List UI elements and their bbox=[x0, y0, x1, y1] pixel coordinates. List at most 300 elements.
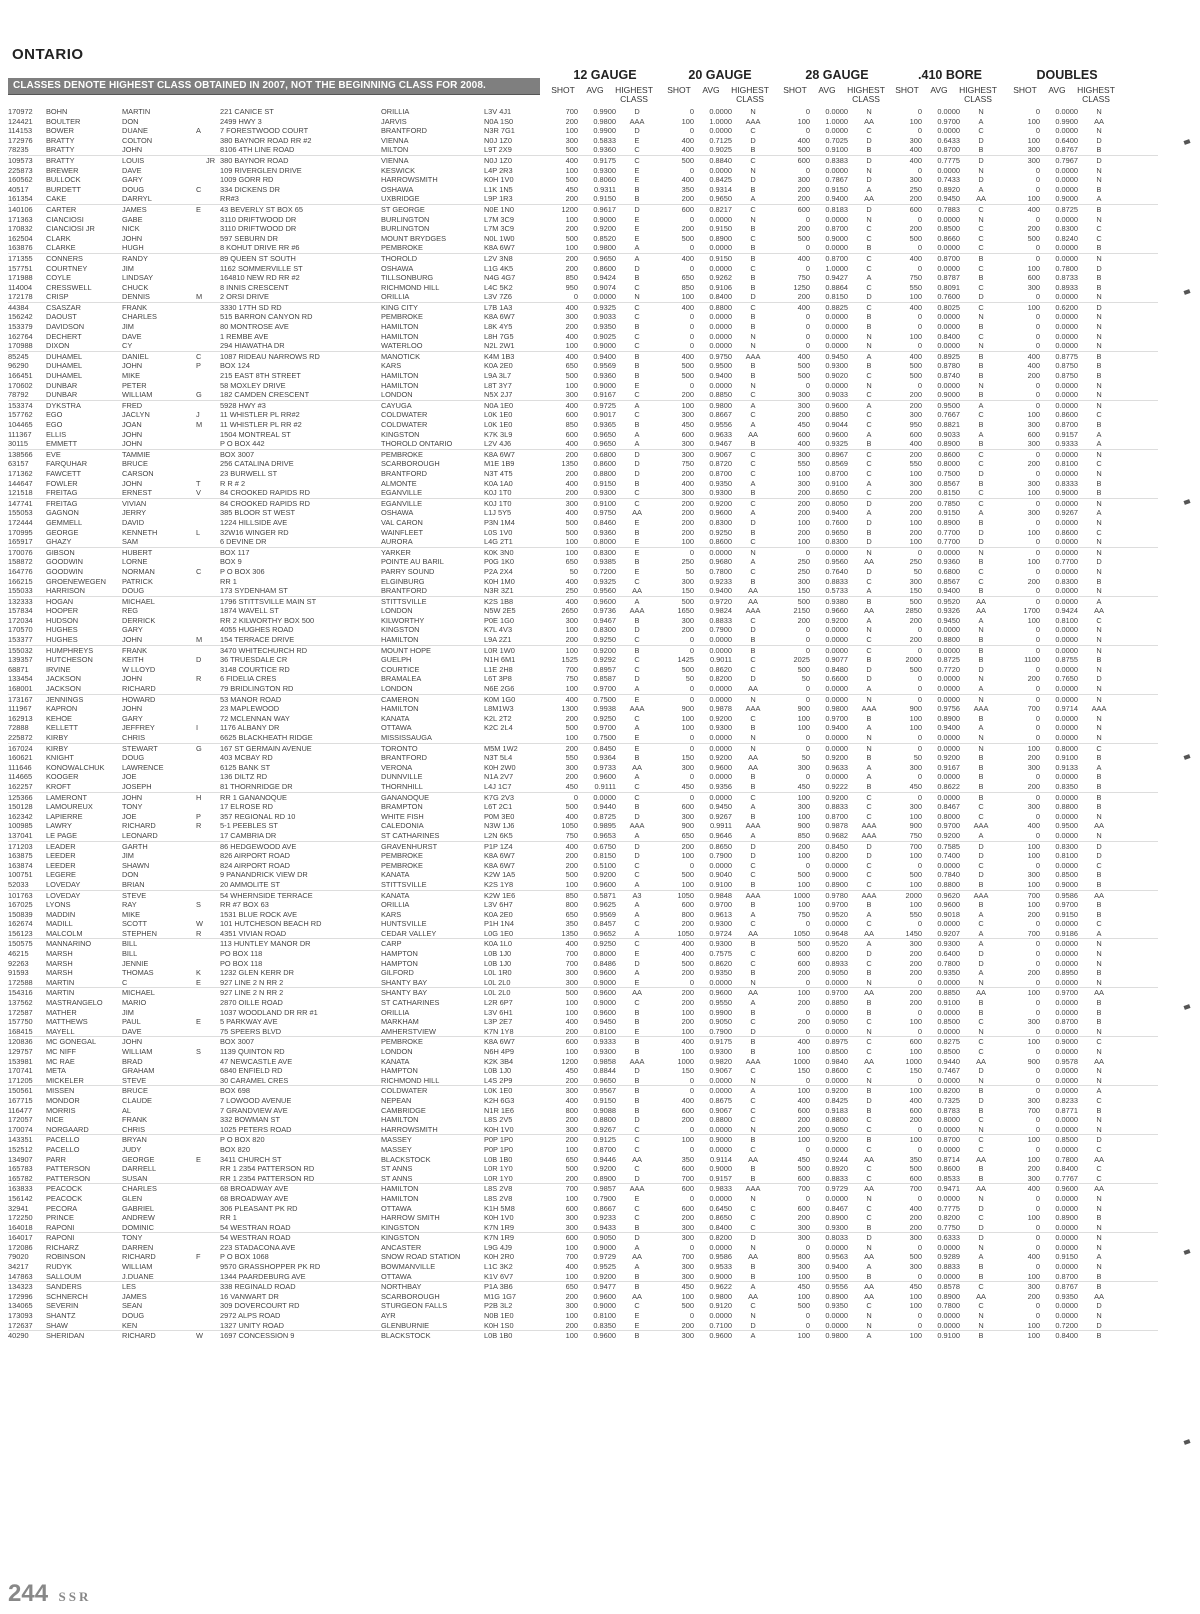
cell-g410-avg: 0.8800 bbox=[937, 635, 960, 645]
cell-g12-class: A bbox=[634, 900, 640, 910]
cell-first: GABE bbox=[122, 214, 143, 224]
cell-city: KANATA bbox=[381, 870, 410, 880]
cell-id: 133454 bbox=[8, 674, 33, 684]
cell-g20-class: AA bbox=[748, 753, 758, 763]
cell-g12-avg: 0.6800 bbox=[593, 449, 616, 459]
cell-last: RAPONI bbox=[46, 1222, 75, 1232]
table-row bbox=[8, 1047, 1158, 1057]
cell-g410-avg: 0.0000 bbox=[937, 312, 960, 322]
cell-dbl-shot: 0 bbox=[1035, 1242, 1040, 1252]
cell-dbl-avg: 0.9186 bbox=[1055, 928, 1078, 938]
cell-g12-shot: 300 bbox=[565, 1213, 578, 1223]
cell-dbl-class: AA bbox=[1094, 1291, 1104, 1301]
cell-dbl-avg: 0.0000 bbox=[1055, 998, 1078, 1008]
cell-g28-avg: 0.0000 bbox=[825, 1007, 848, 1017]
cell-g20-avg: 0.8840 bbox=[709, 155, 732, 165]
cell-g28-class: D bbox=[866, 517, 872, 527]
cell-g28-shot: 750 bbox=[797, 909, 810, 919]
cell-g28-avg: 0.8700 bbox=[825, 224, 848, 234]
cell-city: WATERLOO bbox=[381, 341, 423, 351]
cell-g12-avg: 0.8957 bbox=[593, 664, 616, 674]
cell-dbl-avg: 0.0000 bbox=[1055, 292, 1078, 302]
cell-g28-class: B bbox=[866, 1007, 872, 1017]
cell-g28-avg: 0.8833 bbox=[825, 802, 848, 812]
cell-dbl-avg: 0.8500 bbox=[1055, 870, 1078, 880]
cell-g20-shot: 400 bbox=[681, 478, 694, 488]
cell-addr: 338 REGINALD ROAD bbox=[220, 1282, 296, 1292]
cell-g410-avg: 0.9360 bbox=[937, 557, 960, 567]
cell-g20-shot: 100 bbox=[681, 879, 694, 889]
cell-dbl-avg: 0.8950 bbox=[1055, 968, 1078, 978]
cell-first: WILLIAM bbox=[122, 1047, 153, 1056]
cell-g20-avg: 0.0000 bbox=[709, 684, 732, 694]
cell-g20-avg: 0.9200 bbox=[709, 753, 732, 763]
cell-dbl-class: A bbox=[1096, 439, 1102, 449]
cell-dbl-avg: 0.0000 bbox=[1055, 566, 1078, 576]
cell-g28-shot: 600 bbox=[797, 155, 810, 165]
cell-g28-avg: 0.0000 bbox=[825, 243, 848, 253]
cell-city: AYR bbox=[381, 1311, 396, 1321]
cell-g20-class: B bbox=[750, 282, 756, 292]
cell-dbl-shot: 0 bbox=[1035, 1144, 1040, 1154]
cell-postal: L0B 1B0 bbox=[484, 1154, 513, 1164]
cell-addr: RR 1 bbox=[220, 1213, 237, 1223]
cell-g410-shot: 200 bbox=[909, 498, 922, 508]
cell-last: DAVIDSON bbox=[46, 322, 85, 332]
cell-g28-avg: 0.9633 bbox=[825, 762, 848, 772]
cell-g12-shot: 100 bbox=[565, 879, 578, 889]
cell-g410-avg: 0.7775 bbox=[937, 155, 960, 165]
cell-first: CHRIS bbox=[122, 733, 145, 742]
table-row bbox=[8, 1252, 1158, 1262]
cell-g410-avg: 0.0000 bbox=[937, 1193, 960, 1203]
cell-dbl-avg: 0.0000 bbox=[1055, 645, 1078, 655]
cell-dbl-shot: 0 bbox=[1035, 165, 1040, 175]
cell-g28-shot: 200 bbox=[797, 410, 810, 420]
cell-g12-avg: 0.9600 bbox=[593, 1331, 616, 1341]
cell-last: DECHERT bbox=[46, 331, 82, 341]
cell-id: 171203 bbox=[8, 841, 33, 851]
cell-g20-avg: 0.9556 bbox=[709, 420, 732, 429]
cell-g12-class: AA bbox=[632, 988, 642, 998]
cell-postal: L4P 2R3 bbox=[484, 165, 513, 175]
cell-g20-avg: 0.9267 bbox=[709, 811, 732, 821]
cell-g28-avg: 0.9200 bbox=[825, 792, 848, 802]
cell-g20-class: C bbox=[750, 498, 756, 508]
cell-last: MATTHEWS bbox=[46, 1017, 88, 1027]
cell-dbl-shot: 0 bbox=[1035, 537, 1040, 547]
cell-g20-class: N bbox=[750, 1242, 756, 1252]
cell-g20-class: B bbox=[750, 312, 756, 322]
cell-id: 92263 bbox=[8, 958, 29, 968]
binding-mark bbox=[1183, 1004, 1190, 1010]
cell-dbl-class: B bbox=[1096, 351, 1102, 361]
cell-g12-class: D bbox=[634, 841, 640, 851]
cell-dbl-shot: 0 bbox=[1035, 400, 1040, 410]
cell-g12-avg: 0.9725 bbox=[593, 400, 616, 410]
cell-id: 170995 bbox=[8, 527, 33, 537]
cell-postal: L9G 4J9 bbox=[484, 1242, 512, 1252]
cell-g12-avg: 0.9088 bbox=[593, 1105, 616, 1115]
group-28-gauge: 28 GAUGE bbox=[805, 68, 869, 82]
cell-g12-shot: 800 bbox=[565, 900, 578, 910]
cell-g12-class: C bbox=[634, 1124, 640, 1134]
cell-g28-class: N bbox=[866, 977, 872, 987]
cell-g20-shot: 100 bbox=[681, 1291, 694, 1301]
cell-postal: K2S 1B8 bbox=[484, 596, 514, 606]
cell-dbl-class: D bbox=[1096, 841, 1102, 851]
cell-g20-avg: 0.0000 bbox=[709, 312, 732, 322]
cell-g12-class: B bbox=[634, 194, 640, 204]
table-row bbox=[8, 1066, 1158, 1076]
cell-g20-shot: 0 bbox=[689, 312, 694, 322]
cell-last: DUHAMEL bbox=[46, 361, 83, 371]
cell-dbl-shot: 100 bbox=[1027, 900, 1040, 910]
cell-g410-avg: 0.9200 bbox=[937, 753, 960, 763]
cell-dbl-shot: 200 bbox=[1027, 753, 1040, 763]
shooter-table bbox=[8, 107, 1158, 1341]
cell-dbl-class: C bbox=[1096, 615, 1102, 625]
cell-id: 153374 bbox=[8, 400, 33, 410]
cell-city: ST CATHARINES bbox=[381, 830, 440, 840]
cell-g410-shot: 750 bbox=[909, 830, 922, 840]
cell-g20-class: C bbox=[750, 860, 756, 870]
cell-city: ST ANNS bbox=[381, 1173, 413, 1183]
cell-g20-shot: 0 bbox=[689, 733, 694, 742]
cell-postal: K0H 2R0 bbox=[484, 1252, 514, 1262]
cell-g20-shot: 600 bbox=[681, 429, 694, 439]
cell-g12-avg: 0.9300 bbox=[593, 165, 616, 175]
cell-last: LYONS bbox=[46, 900, 71, 910]
cell-g12-shot: 100 bbox=[565, 1242, 578, 1252]
cell-g12-class: B bbox=[634, 1007, 640, 1017]
cell-dbl-avg: 0.9700 bbox=[1055, 900, 1078, 910]
cell-g20-avg: 0.0000 bbox=[709, 214, 732, 224]
cell-addr: 3110 DRIFTWOOD DR bbox=[220, 224, 297, 234]
cell-g12-class: A bbox=[634, 928, 640, 938]
cell-g28-avg: 0.9380 bbox=[825, 596, 848, 606]
cell-g28-class: AA bbox=[864, 606, 874, 616]
cell-last: PECORA bbox=[46, 1203, 78, 1213]
cell-g28-class: A bbox=[866, 723, 872, 733]
cell-city: GLENBURNIE bbox=[381, 1320, 430, 1330]
cell-g410-class: N bbox=[978, 107, 984, 116]
cell-dbl-class: C bbox=[1096, 527, 1102, 537]
cell-g12-avg: 0.9250 bbox=[593, 939, 616, 949]
cell-g28-shot: 100 bbox=[797, 1291, 810, 1301]
cell-g410-shot: 100 bbox=[909, 1086, 922, 1096]
cell-g410-class: N bbox=[978, 380, 984, 390]
cell-mi: W bbox=[196, 919, 203, 929]
cell-g12-shot: 300 bbox=[565, 312, 578, 322]
cell-id: 172976 bbox=[8, 135, 33, 145]
cell-g410-shot: 400 bbox=[909, 351, 922, 361]
cell-postal: N0B 1E0 bbox=[484, 1311, 514, 1321]
cell-dbl-shot: 900 bbox=[1027, 1056, 1040, 1066]
cell-last: HUMPHREYS bbox=[46, 645, 94, 655]
cell-addr: 1 REMBE AVE bbox=[220, 331, 269, 341]
cell-addr: 1176 ALBANY DR bbox=[220, 723, 280, 733]
cell-id: 157834 bbox=[8, 606, 33, 616]
cell-g410-shot: 450 bbox=[909, 781, 922, 791]
cell-g12-class: A bbox=[634, 253, 640, 263]
cell-g20-shot: 500 bbox=[681, 361, 694, 371]
cell-g12-avg: 0.9200 bbox=[593, 870, 616, 880]
cell-last: KEHOE bbox=[46, 713, 72, 723]
cell-g28-avg: 0.8967 bbox=[825, 449, 848, 459]
cell-addr: 5928 HWY #3 bbox=[220, 400, 266, 410]
cell-last: BOHN bbox=[46, 107, 68, 116]
table-row bbox=[8, 303, 1158, 313]
cell-dbl-avg: 0.9714 bbox=[1055, 704, 1078, 714]
cell-id: 163874 bbox=[8, 860, 33, 870]
cell-g12-shot: 300 bbox=[565, 135, 578, 145]
cell-first: TONY bbox=[122, 802, 143, 812]
cell-city: AMHERSTVIEW bbox=[381, 1026, 437, 1036]
cell-g28-shot: 850 bbox=[797, 830, 810, 840]
cell-first: JENNIE bbox=[122, 958, 149, 968]
cell-g28-class: C bbox=[866, 126, 872, 136]
cell-g410-avg: 0.0000 bbox=[937, 243, 960, 253]
cell-g28-avg: 0.9427 bbox=[825, 273, 848, 283]
cell-postal: P0P 1P0 bbox=[484, 1144, 514, 1154]
cell-last: MANNARINO bbox=[46, 939, 92, 949]
cell-g28-shot: 200 bbox=[797, 527, 810, 537]
cell-city: THOROLD bbox=[381, 253, 418, 263]
cell-addr: 1504 MONTREAL ST bbox=[220, 429, 291, 439]
cell-g20-avg: 0.9106 bbox=[709, 282, 732, 292]
cell-g28-class: C bbox=[866, 1301, 872, 1311]
cell-g410-class: C bbox=[978, 1282, 984, 1292]
cell-g28-class: N bbox=[866, 625, 872, 635]
cell-g12-class: AA bbox=[632, 1291, 642, 1301]
cell-g28-shot: 100 bbox=[797, 851, 810, 861]
cell-last: BRATTY bbox=[46, 135, 75, 145]
cell-g20-class: B bbox=[750, 900, 756, 910]
cell-last: DUNBAR bbox=[46, 380, 78, 390]
table-row bbox=[8, 1096, 1158, 1106]
cell-g28-shot: 2025 bbox=[793, 655, 810, 665]
cell-g28-shot: 0 bbox=[805, 772, 810, 782]
cell-dbl-shot: 300 bbox=[1027, 145, 1040, 155]
cell-g28-class: AA bbox=[864, 1252, 874, 1262]
cell-last: CSASZAR bbox=[46, 302, 81, 312]
cell-g20-avg: 0.9100 bbox=[709, 879, 732, 889]
cell-id: 46215 bbox=[8, 949, 29, 959]
cell-g28-shot: 200 bbox=[797, 224, 810, 234]
cell-dbl-shot: 300 bbox=[1027, 155, 1040, 165]
cell-addr: 221 CANICE ST bbox=[220, 107, 274, 116]
cell-first: AL bbox=[122, 1105, 132, 1115]
cell-g12-class: C bbox=[634, 410, 640, 420]
cell-g28-class: C bbox=[866, 958, 872, 968]
cell-g12-class: D bbox=[634, 468, 640, 478]
cell-first: JACLYN bbox=[122, 410, 150, 420]
cell-dbl-avg: 0.7800 bbox=[1055, 1154, 1078, 1164]
cell-g12-avg: 0.8350 bbox=[593, 1320, 616, 1330]
cell-first: JOHN bbox=[122, 792, 143, 802]
cell-dbl-shot: 100 bbox=[1027, 557, 1040, 567]
cell-g410-shot: 700 bbox=[909, 841, 922, 851]
cell-dbl-class: C bbox=[1096, 224, 1102, 234]
cell-g20-class: B bbox=[750, 224, 756, 234]
cell-g20-class: C bbox=[750, 1203, 756, 1213]
cell-mi: V bbox=[196, 488, 201, 498]
cell-g410-avg: 0.0000 bbox=[937, 214, 960, 224]
cell-g28-shot: 500 bbox=[797, 145, 810, 155]
table-row bbox=[8, 812, 1158, 822]
cell-g410-avg: 0.8500 bbox=[937, 1047, 960, 1056]
cell-g20-shot: 400 bbox=[681, 351, 694, 361]
cell-city: ST ANNS bbox=[381, 1164, 413, 1174]
cell-first: DAVE bbox=[122, 1026, 142, 1036]
cell-g410-class: A bbox=[978, 1252, 984, 1262]
cell-g410-avg: 0.8600 bbox=[937, 1164, 960, 1174]
cell-g12-shot: 200 bbox=[565, 488, 578, 498]
table-row bbox=[8, 185, 1158, 195]
cell-dbl-avg: 0.0000 bbox=[1055, 586, 1078, 596]
cell-g28-avg: 0.9050 bbox=[825, 1017, 848, 1027]
cell-g410-avg: 0.9450 bbox=[937, 194, 960, 204]
cell-g12-class: C bbox=[634, 655, 640, 665]
cell-g410-shot: 150 bbox=[909, 586, 922, 596]
cell-addr: 927 LINE 2 N RR 2 bbox=[220, 988, 284, 998]
cell-dbl-shot: 0 bbox=[1035, 322, 1040, 332]
cell-dbl-class: B bbox=[1096, 968, 1102, 978]
cell-g410-shot: 2000 bbox=[905, 890, 922, 900]
cell-g28-shot: 250 bbox=[797, 557, 810, 567]
cell-city: BRANTFORD bbox=[381, 126, 427, 136]
cell-g12-class: C bbox=[634, 939, 640, 949]
cell-g410-avg: 0.8787 bbox=[937, 273, 960, 283]
cell-dbl-avg: 0.0000 bbox=[1055, 1007, 1078, 1017]
cell-g20-avg: 0.9350 bbox=[709, 968, 732, 978]
cell-last: JACKSON bbox=[46, 674, 81, 684]
cell-g20-avg: 0.9824 bbox=[709, 606, 732, 616]
cell-g410-class: D bbox=[978, 841, 984, 851]
cell-dbl-avg: 0.9133 bbox=[1055, 762, 1078, 772]
cell-first: TAMMIE bbox=[122, 449, 151, 459]
cell-dbl-avg: 0.0000 bbox=[1055, 1075, 1078, 1085]
cell-dbl-class: D bbox=[1096, 302, 1102, 312]
cell-g20-shot: 300 bbox=[681, 410, 694, 420]
cell-dbl-class: B bbox=[1096, 792, 1102, 802]
table-row bbox=[8, 978, 1158, 988]
cell-last: SANDERS bbox=[46, 1282, 82, 1292]
cell-g20-class: A bbox=[750, 400, 756, 410]
cell-g12-avg: 0.9424 bbox=[593, 273, 616, 283]
cell-g410-avg: 0.7667 bbox=[937, 410, 960, 420]
cell-g28-class: A bbox=[866, 909, 872, 919]
cell-dbl-avg: 0.0000 bbox=[1055, 126, 1078, 136]
cell-g12-shot: 200 bbox=[565, 1135, 578, 1145]
cell-g410-avg: 0.8533 bbox=[937, 1173, 960, 1183]
cell-g28-class: C bbox=[866, 860, 872, 870]
cell-g12-shot: 500 bbox=[565, 233, 578, 243]
cell-g410-class: C bbox=[978, 576, 984, 586]
cell-city: BOWMANVILLE bbox=[381, 1262, 436, 1272]
cell-g410-avg: 0.9300 bbox=[937, 939, 960, 949]
cell-g20-shot: 100 bbox=[681, 851, 694, 861]
cell-dbl-avg: 0.8600 bbox=[1055, 410, 1078, 420]
cell-g20-shot: 200 bbox=[681, 508, 694, 518]
cell-g410-avg: 0.8800 bbox=[937, 879, 960, 889]
cell-g28-class: A bbox=[866, 762, 872, 772]
cell-postal: K0H 1M0 bbox=[484, 576, 515, 586]
table-row bbox=[8, 145, 1158, 155]
cell-city: MILTON bbox=[381, 145, 409, 155]
cell-g28-shot: 0 bbox=[805, 743, 810, 753]
cell-postal: L4C 5K2 bbox=[484, 282, 513, 292]
cell-dbl-shot: 0 bbox=[1035, 566, 1040, 576]
cell-city: JARVIS bbox=[381, 116, 407, 126]
cell-g20-avg: 0.8425 bbox=[709, 175, 732, 185]
cell-g410-shot: 0 bbox=[917, 263, 922, 273]
cell-postal: K4M 1B3 bbox=[484, 351, 515, 361]
cell-first: CHARLES bbox=[122, 1184, 157, 1194]
cell-g12-avg: 0.8457 bbox=[593, 919, 616, 929]
cell-id: 156123 bbox=[8, 928, 33, 938]
cell-g410-class: C bbox=[978, 1037, 984, 1047]
cell-g28-avg: 0.9200 bbox=[825, 1135, 848, 1145]
cell-addr: 9570 GRASSHOPPER PK RD bbox=[220, 1262, 321, 1272]
cell-g410-avg: 0.0000 bbox=[937, 126, 960, 136]
cell-g20-shot: 0 bbox=[689, 743, 694, 753]
cell-dbl-avg: 0.8750 bbox=[1055, 371, 1078, 381]
cell-g12-avg: 0.9360 bbox=[593, 527, 616, 537]
table-row bbox=[8, 1008, 1158, 1018]
cell-g20-shot: 0 bbox=[689, 331, 694, 341]
cell-last: ROBINSON bbox=[46, 1252, 86, 1262]
cell-g28-shot: 300 bbox=[797, 478, 810, 488]
cell-id: 78792 bbox=[8, 390, 29, 400]
cell-city: KING CITY bbox=[381, 302, 418, 312]
cell-addr: 824 AIRPORT ROAD bbox=[220, 860, 290, 870]
cell-g20-shot: 1650 bbox=[677, 606, 694, 616]
binding-mark bbox=[1183, 139, 1190, 145]
cell-g28-class: N bbox=[866, 380, 872, 390]
cell-dbl-avg: 0.9578 bbox=[1055, 1056, 1078, 1066]
cell-g410-avg: 0.8833 bbox=[937, 1262, 960, 1272]
cell-mi: M bbox=[196, 635, 203, 645]
cell-postal: N3R 7G1 bbox=[484, 126, 515, 136]
cell-g20-shot: 100 bbox=[681, 292, 694, 302]
cell-g410-shot: 450 bbox=[909, 1282, 922, 1292]
cell-dbl-shot: 0 bbox=[1035, 1007, 1040, 1017]
cell-g20-class: N bbox=[750, 694, 756, 704]
cell-g410-class: D bbox=[978, 175, 984, 185]
cell-g28-avg: 0.0000 bbox=[825, 1075, 848, 1085]
cell-dbl-avg: 0.8700 bbox=[1055, 1017, 1078, 1027]
cell-first: DAVID bbox=[122, 517, 145, 527]
cell-g20-avg: 0.9600 bbox=[709, 762, 732, 772]
cell-g20-shot: 0 bbox=[689, 107, 694, 116]
cell-g20-class: A bbox=[750, 508, 756, 518]
cell-g28-shot: 100 bbox=[797, 1086, 810, 1096]
cell-dbl-avg: 0.8600 bbox=[1055, 527, 1078, 537]
cell-dbl-avg: 0.6200 bbox=[1055, 302, 1078, 312]
cell-g20-class: B bbox=[750, 879, 756, 889]
cell-city: YARKER bbox=[381, 547, 411, 557]
cell-g410-class: B bbox=[978, 1086, 984, 1096]
cell-g410-avg: 0.9100 bbox=[937, 998, 960, 1008]
cell-g20-shot: 0 bbox=[689, 645, 694, 655]
cell-dbl-class: N bbox=[1096, 645, 1102, 655]
cell-id: 150561 bbox=[8, 1086, 33, 1096]
cell-city: KESWICK bbox=[381, 165, 416, 175]
cell-city: KINGSTON bbox=[381, 1233, 420, 1243]
cell-dbl-shot: 0 bbox=[1035, 1026, 1040, 1036]
